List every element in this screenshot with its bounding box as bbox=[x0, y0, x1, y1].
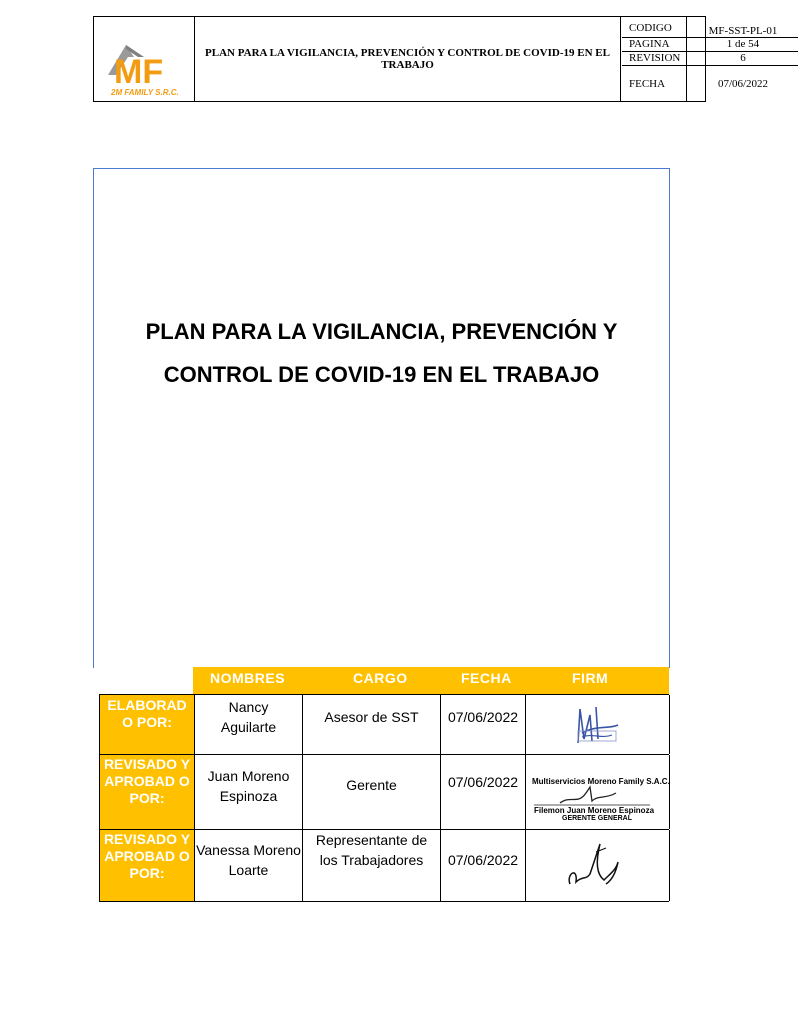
meta-date-row bbox=[622, 66, 798, 101]
meta-revision-value: 6 bbox=[740, 52, 746, 64]
meta-code-row bbox=[622, 17, 798, 38]
stamp-role: GERENTE GENERAL bbox=[562, 815, 633, 822]
row-cargo: Representante de los Trabajadores bbox=[302, 830, 440, 901]
row-label: REVISADO Y APROBAD O POR: bbox=[100, 830, 194, 901]
meta-revision-row bbox=[622, 52, 798, 66]
meta-code-value: MF-SST-PL-01 bbox=[708, 25, 778, 37]
signature-cell bbox=[525, 755, 670, 829]
header-title: PLAN PARA LA VIGILANCIA, PREVENCIÓN Y CONTROL DE COVID-19 EN EL TRABAJO bbox=[195, 17, 621, 101]
row-nombre: Vanessa Moreno Loarte bbox=[194, 830, 302, 901]
meta-date-label: FECHA bbox=[622, 66, 687, 101]
approval-table-header bbox=[193, 667, 669, 694]
signature-cell bbox=[525, 695, 670, 754]
table-row bbox=[99, 755, 669, 830]
stamp-company: Multiservicios Moreno Family S.A.C. bbox=[532, 777, 670, 786]
row-nombre: Nancy Aguilarte bbox=[194, 695, 302, 754]
company-logo bbox=[94, 17, 195, 101]
signature-icon bbox=[526, 830, 671, 902]
row-cargo: Gerente bbox=[302, 755, 440, 829]
cover-title-line1: PLAN PARA LA VIGILANCIA, PREVENCIÓN Y bbox=[145, 319, 618, 344]
signature-icon bbox=[526, 695, 671, 755]
cover-title bbox=[93, 310, 670, 396]
cover-frame bbox=[93, 168, 670, 668]
table-row bbox=[99, 694, 669, 755]
table-row bbox=[99, 830, 669, 902]
meta-revision-label: REVISION bbox=[622, 52, 687, 65]
cover-title-line2: CONTROL DE COVID-19 EN EL TRABAJO bbox=[163, 362, 600, 387]
meta-date-value: 07/06/2022 bbox=[717, 78, 769, 90]
document-header bbox=[93, 16, 778, 102]
row-label: ELABORAD O POR: bbox=[100, 695, 194, 754]
header-fecha: FECHA bbox=[461, 670, 512, 686]
logo-subtitle: 2M FAMILY S.R.C. bbox=[111, 88, 179, 97]
header-nombres: NOMBRES bbox=[210, 670, 286, 686]
logo-letters: MF bbox=[114, 53, 164, 91]
meta-page-label: PAGINA bbox=[622, 38, 687, 51]
header-firma: FIRM bbox=[572, 670, 609, 686]
stamp-name: Filemon Juan Moreno Espinoza bbox=[534, 806, 655, 815]
meta-page-row bbox=[622, 38, 798, 52]
row-fecha: 07/06/2022 bbox=[440, 695, 525, 754]
row-fecha: 07/06/2022 bbox=[440, 830, 525, 901]
signature-cell bbox=[525, 830, 670, 901]
row-nombre: Juan Moreno Espinoza bbox=[194, 755, 302, 829]
row-fecha: 07/06/2022 bbox=[440, 755, 525, 829]
meta-page-value: 1 de 54 bbox=[726, 38, 760, 50]
document-meta bbox=[622, 17, 799, 101]
meta-code-label: CODIGO bbox=[622, 17, 687, 37]
row-label: REVISADO Y APROBAD O POR: bbox=[100, 755, 194, 829]
logo-graphic bbox=[94, 17, 194, 101]
header-cargo: CARGO bbox=[353, 670, 408, 686]
row-cargo: Asesor de SST bbox=[302, 695, 440, 754]
